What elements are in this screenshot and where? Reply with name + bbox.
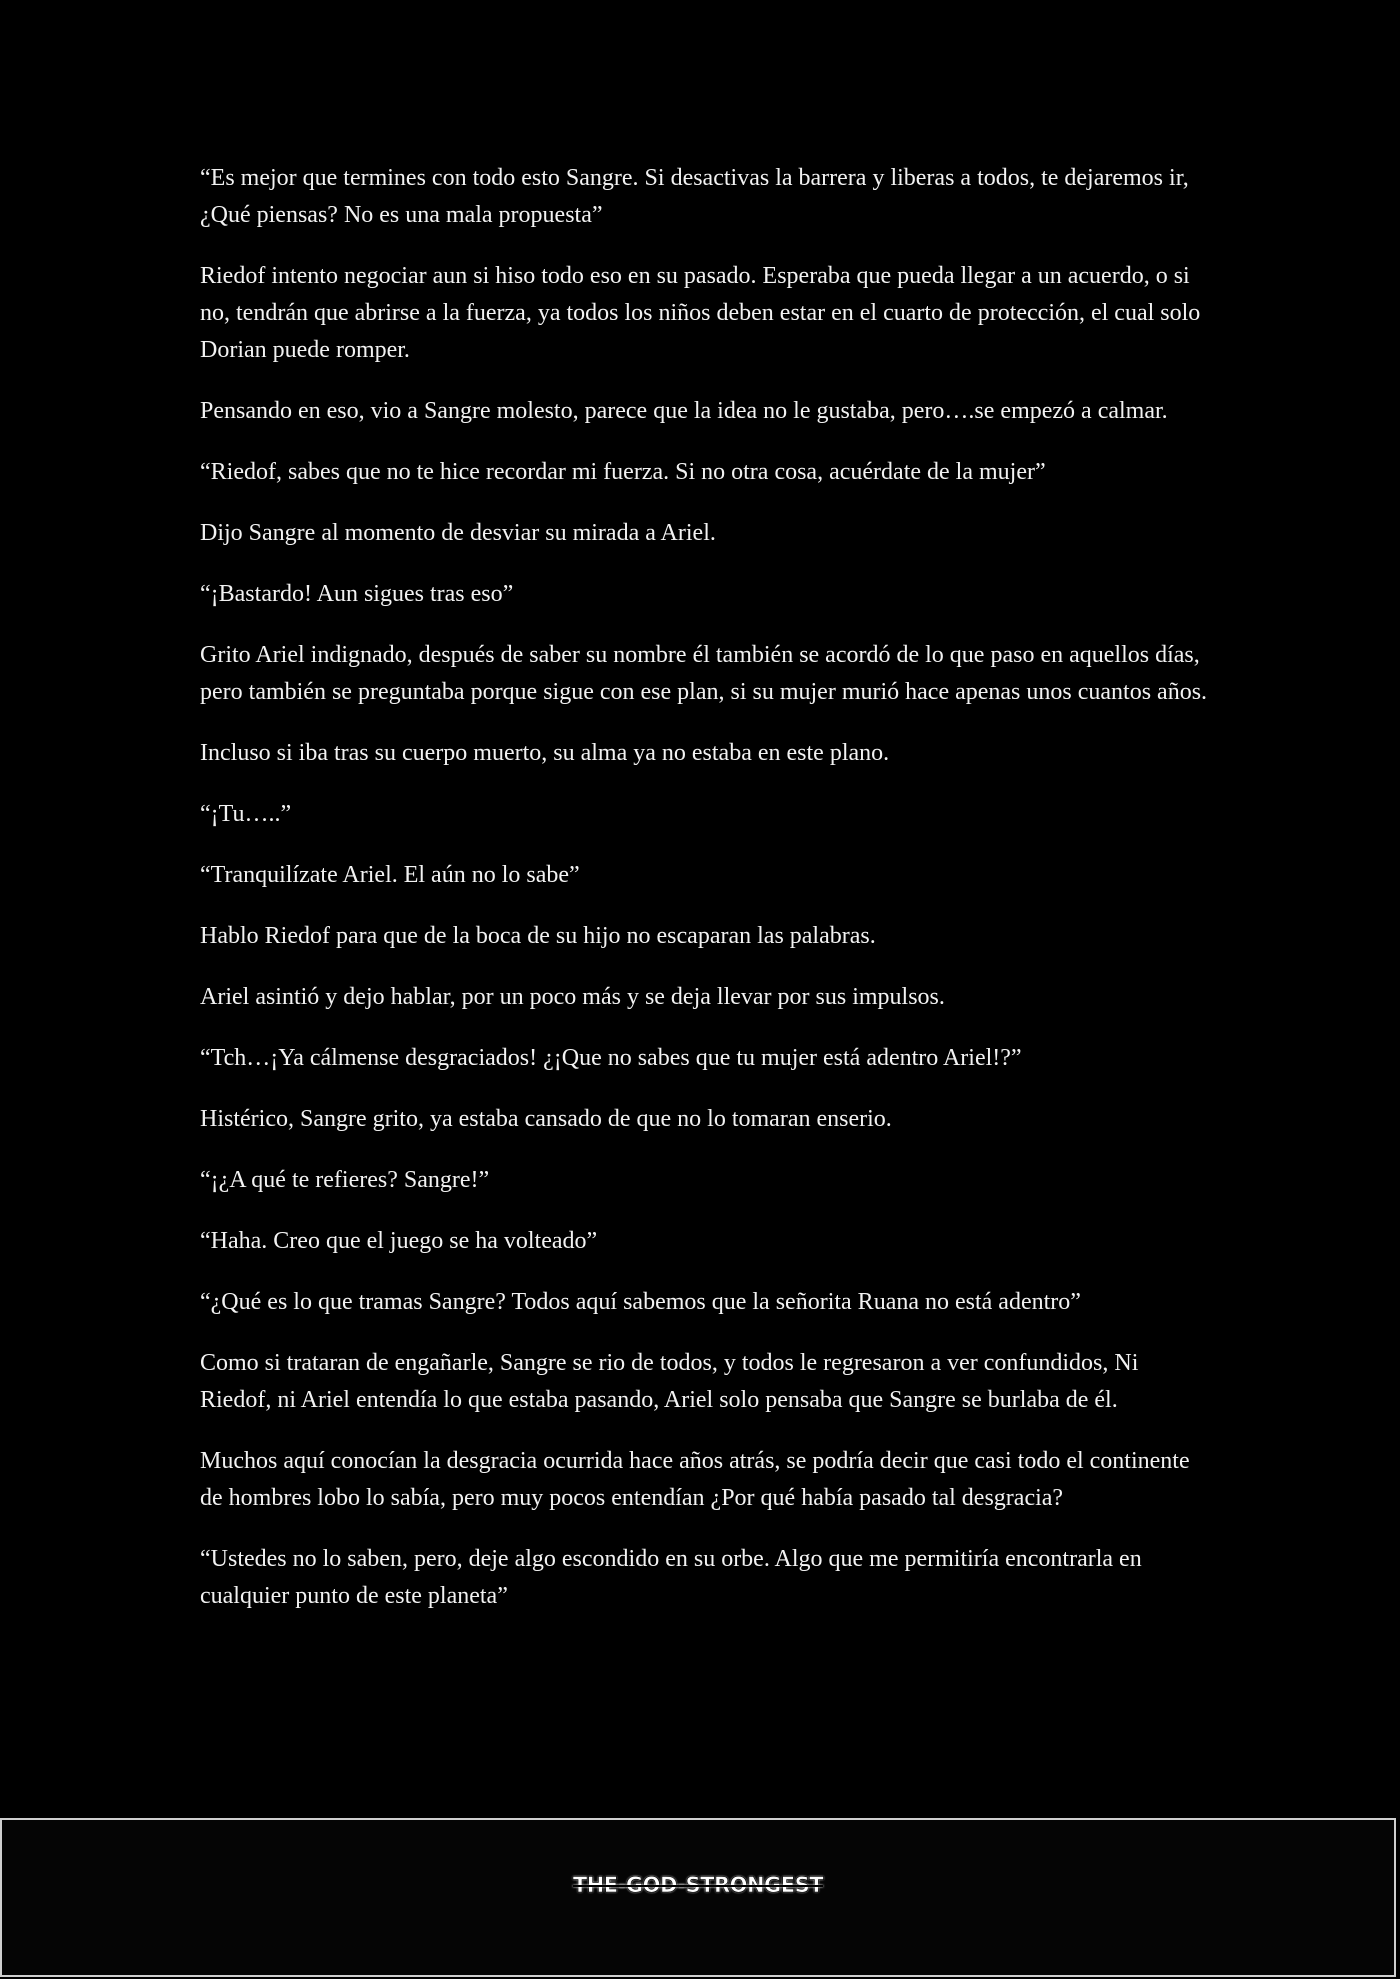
- paragraph: “Tch…¡Ya cálmense desgraciados! ¿¡Que no sabes que tu mujer está adentro Ariel!?”: [200, 1045, 1022, 1071]
- paragraph: Muchos aquí conocían la desgracia ocurrida hace años atrás, se podría decir que casi todo el continente de hombres lobo lo sabía, pero muy pocos entendían ¿Por qué había pasado tal desgracia?: [200, 1448, 1190, 1511]
- paragraph: “¿Qué es lo que tramas Sangre? Todos aquí sabemos que la señorita Ruana no está adentro”: [200, 1289, 1081, 1315]
- paragraph: Dijo Sangre al momento de desviar su mirada a Ariel.: [200, 520, 716, 546]
- paragraph: Ariel asintió y dejo hablar, por un poco más y se deja llevar por sus impulsos.: [200, 984, 945, 1010]
- paragraph: Riedof intento negociar aun si hiso todo eso en su pasado. Esperaba que pueda llegar a un acuerdo, o si no, tendrán que abrirse a la fuerza, ya todos los niños deben estar en el cuarto de protección, el cual solo Dorian puede romper.: [200, 263, 1201, 363]
- paragraph: “¡Tu…..”: [200, 801, 292, 827]
- paragraph: Histérico, Sangre grito, ya estaba cansado de que no lo tomaran enserio.: [200, 1106, 892, 1132]
- paragraph: Pensando en eso, vio a Sangre molesto, parece que la idea no le gustaba, pero….se empezó a calmar.: [200, 398, 1168, 424]
- paragraph: “¡Bastardo! Aun sigues tras eso”: [200, 581, 514, 607]
- paragraph: “Es mejor que termines con todo esto Sangre. Si desactivas la barrera y liberas a todos, te dejaremos ir, ¿Qué piensas? No es una mala propuesta”: [200, 165, 1189, 228]
- footer-panel: [0, 1818, 1396, 1977]
- paragraph: “Haha. Creo que el juego se ha volteado”: [200, 1228, 598, 1254]
- paragraph: “¡¿A qué te refieres? Sangre!”: [200, 1167, 490, 1193]
- paragraph: Hablo Riedof para que de la boca de su hijo no escaparan las palabras.: [200, 923, 876, 949]
- paragraph: “Ustedes no lo saben, pero, deje algo escondido en su orbe. Algo que me permitiría encontrarla en cualquier punto de este planeta”: [200, 1546, 1142, 1609]
- document-body: [200, 160, 1210, 1639]
- paragraph: Incluso si iba tras su cuerpo muerto, su alma ya no estaba en este plano.: [200, 740, 890, 766]
- footer-brand-text: THE-GOD-STRONGEST: [572, 1873, 824, 1897]
- paragraph: “Tranquilízate Ariel. El aún no lo sabe”: [200, 862, 580, 888]
- paragraph: Grito Ariel indignado, después de saber su nombre él también se acordó de lo que paso en aquellos días, pero también se preguntaba porque sigue con ese plan, si su mujer murió hace apenas unos cuantos años.: [200, 642, 1208, 705]
- paragraph: Como si trataran de engañarle, Sangre se rio de todos, y todos le regresaron a ver confundidos, Ni Riedof, ni Ariel entendía lo que estaba pasando, Ariel solo pensaba que Sangre se burlaba de él.: [200, 1350, 1139, 1413]
- paragraph: “Riedof, sabes que no te hice recordar mi fuerza. Si no otra cosa, acuérdate de la mujer”: [200, 459, 1046, 485]
